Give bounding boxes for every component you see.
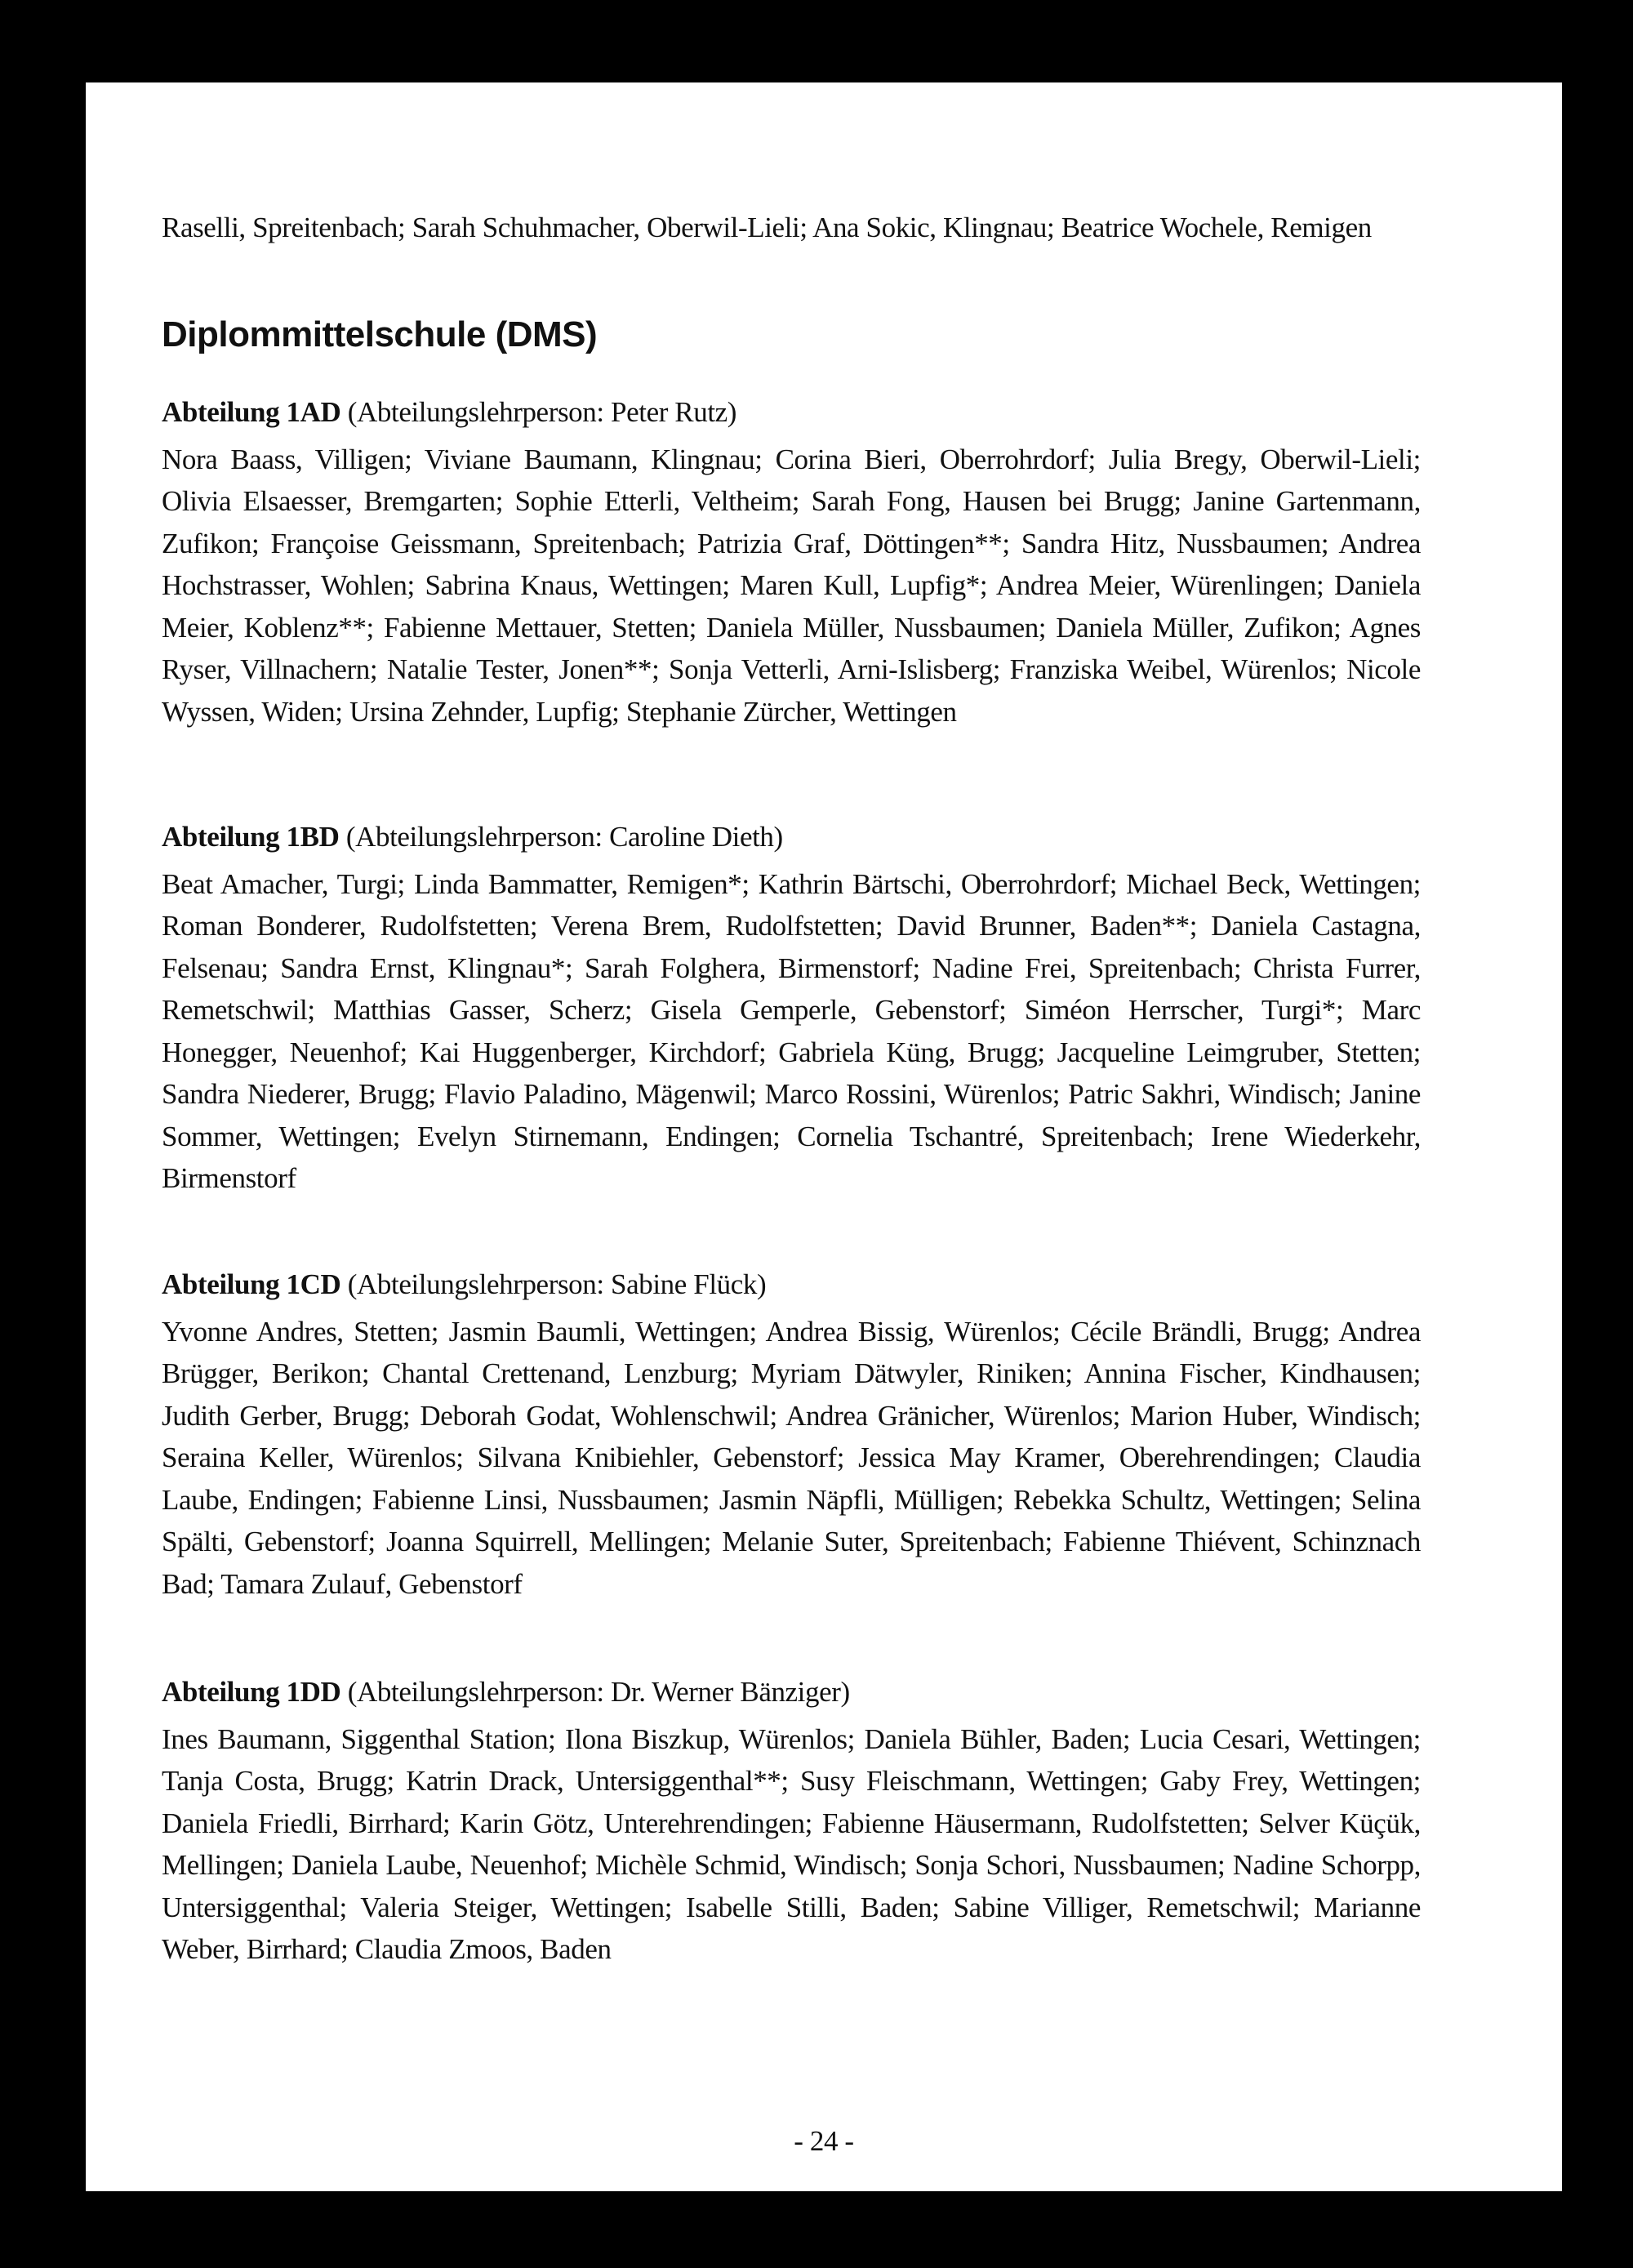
- class-section-1ad: [162, 391, 1421, 733]
- student-list: Beat Amacher, Turgi; Linda Bammatter, Remigen*; Kathrin Bärtschi, Oberrohrdorf; Michael Beck, Wettingen; Roman Bonderer, Rudolfstetten; Verena Brem, Rudolfstetten; David Brunner, Baden**; Daniela Castagna, Felsenau; Sandra Ernst, Klingnau*; Sarah Folghera, Birmenstorf; Nadine Frei, Spreitenbach; Christa Furrer, Remetschwil; Matthias Gasser, Scherz; Gisela Gemperle, Gebenstorf; Siméon Herrscher, Turgi*; Marc Honegger, Neuenhof; Kai Huggenberger, Kirchdorf; Gabriela Küng, Brugg; Jacqueline Leimgruber, Stetten; Sandra Niederer, Brugg; Flavio Paladino, Mägenwil; Marco Rossini, Würenlos; Patric Sakhri, Windisch; Janine Sommer, Wettingen; Evelyn Stirnemann, Endingen; Cornelia Tschantré, Spreitenbach; Irene Wiederkehr, Birmenstorf: [162, 867, 1421, 1194]
- class-teacher: (Abteilungslehrperson: Dr. Werner Bänziger): [347, 1676, 850, 1708]
- student-list: Ines Baumann, Siggenthal Station; Ilona Biszkup, Würenlos; Daniela Bühler, Baden; Lucia Cesari, Wettingen; Tanja Costa, Brugg; Katrin Drack, Untersiggenthal**; Susy Fleischmann, Wettingen; Gaby Frey, Wettingen; Daniela Friedli, Birrhard; Karin Götz, Unterehrendingen; Fabienne Häusermann, Rudolfstetten; Selver Küçük, Mellingen; Daniela Laube, Neuenhof; Michèle Schmid, Windisch; Sonja Schori, Nussbaumen; Nadine Schorpp, Untersiggenthal; Valeria Steiger, Wettingen; Isabelle Stilli, Baden; Sabine Villiger, Remetschwil; Marianne Weber, Birrhard; Claudia Zmoos, Baden: [162, 1722, 1421, 1965]
- class-header: [162, 391, 1421, 434]
- student-list: Nora Baass, Villigen; Viviane Baumann, Klingnau; Corina Bieri, Oberrohrdorf; Julia Bregy, Oberwil-Lieli; Olivia Elsaesser, Bremgarten; Sophie Etterli, Veltheim; Sarah Fong, Hausen bei Brugg; Janine Gartenmann, Zufikon; Françoise Geissmann, Spreitenbach; Patrizia Graf, Döttingen**; Sandra Hitz, Nussbaumen; Andrea Hochstrasser, Wohlen; Sabrina Knaus, Wettingen; Maren Kull, Lupfig*; Andrea Meier, Würenlingen; Daniela Meier, Koblenz**; Fabienne Mettauer, Stetten; Daniela Müller, Nussbaumen; Daniela Müller, Zufikon; Agnes Ryser, Villnachern; Natalie Tester, Jonen**; Sonja Vetterli, Arni-Islisberg; Franziska Weibel, Würenlos; Nicole Wyssen, Widen; Ursina Zehnder, Lupfig; Stephanie Zürcher, Wettingen: [162, 443, 1421, 728]
- dms-section-header: [162, 314, 1421, 355]
- class-teacher: (Abteilungslehrperson: Peter Rutz): [347, 396, 737, 428]
- class-label: Abteilung 1DD: [162, 1676, 341, 1708]
- class-section-1bd: [162, 816, 1421, 1200]
- class-header: [162, 1263, 1421, 1306]
- class-label: Abteilung 1AD: [162, 396, 341, 428]
- section-heading: Diplommittelschule (DMS): [162, 314, 598, 354]
- class-header: [162, 1671, 1421, 1713]
- page-number: - 24 -: [794, 2125, 854, 2157]
- class-section-1cd: [162, 1263, 1421, 1605]
- intro-paragraph: Raselli, Spreitenbach; Sarah Schuhmacher, Oberwil-Lieli; Ana Sokic, Klingnau; Beatrice Wochele, Remigen: [162, 212, 1372, 243]
- document-page: [86, 82, 1562, 2191]
- class-header: [162, 816, 1421, 858]
- class-label: Abteilung 1BD: [162, 821, 340, 853]
- student-list: Yvonne Andres, Stetten; Jasmin Baumli, Wettingen; Andrea Bissig, Würenlos; Cécile Brändli, Brugg; Andrea Brügger, Berikon; Chantal Crettenand, Lenzburg; Myriam Dätwyler, Riniken; Annina Fischer, Kindhausen; Judith Gerber, Brugg; Deborah Godat, Wohlenschwil; Andrea Gränicher, Würenlos; Marion Huber, Windisch; Seraina Keller, Würenlos; Silvana Knibiehler, Gebenstorf; Jessica May Kramer, Oberehrendingen; Claudia Laube, Endingen; Fabienne Linsi, Nussbaumen; Jasmin Näpfli, Mülligen; Rebekka Schultz, Wettingen; Selina Spälti, Gebenstorf; Joanna Squirrell, Mellingen; Melanie Suter, Spreitenbach; Fabienne Thiévent, Schinznach Bad; Tamara Zulauf, Gebenstorf: [162, 1315, 1421, 1600]
- class-teacher: (Abteilungslehrperson: Sabine Flück): [347, 1268, 767, 1300]
- class-label: Abteilung 1CD: [162, 1268, 341, 1300]
- intro-section: [162, 207, 1421, 249]
- class-teacher: (Abteilungslehrperson: Caroline Dieth): [345, 821, 783, 853]
- class-section-1dd: [162, 1671, 1421, 1971]
